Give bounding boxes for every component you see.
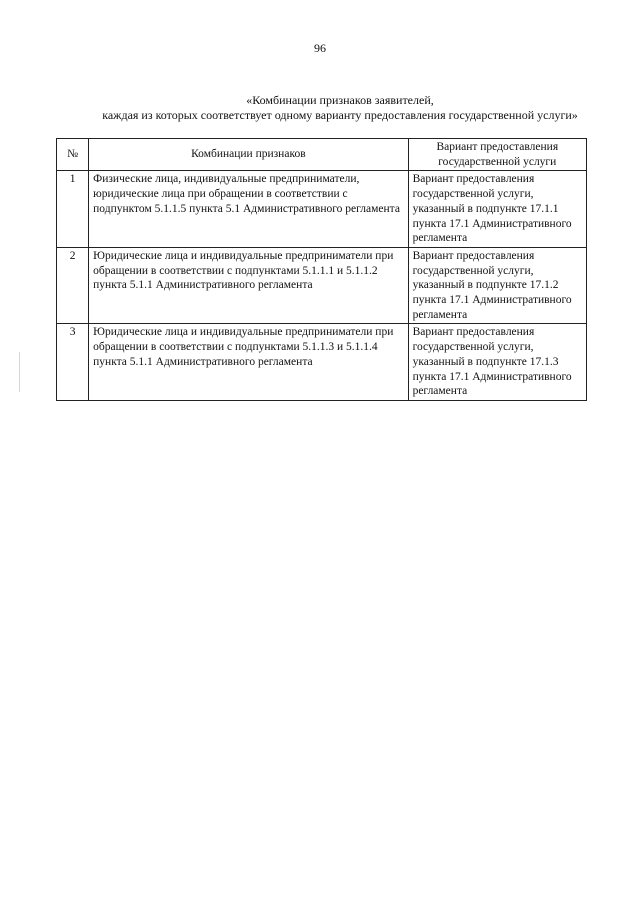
table-row [57,171,587,248]
row-combination: Юридические лица и индивидуальные предприниматели при обращении в соответствии с подпунктами 5.1.1.1 и 5.1.1.2 пункта 5.1.1 Административного регламента [89,247,408,324]
combinations-table [56,138,587,401]
table-row [57,247,587,324]
table-row [57,324,587,401]
row-variant: Вариант предоставления государственной услуги, указанный в подпункте 17.1.2 пункта 17.1 Административного регламента [408,247,586,324]
row-variant: Вариант предоставления государственной услуги, указанный в подпункте 17.1.3 пункта 17.1 Административного регламента [408,324,586,401]
header-combinations: Комбинации признаков [89,139,408,171]
row-combination: Юридические лица и индивидуальные предприниматели при обращении в соответствии с подпунктами 5.1.1.3 и 5.1.1.4 пункта 5.1.1 Административного регламента [89,324,408,401]
page-number: 96 [314,41,326,55]
heading-line-1: «Комбинации признаков заявителей, [246,93,434,107]
row-number: 3 [57,324,89,401]
scan-artifact-line [19,352,20,392]
header-variant: Вариант предоставления государственной услуги [408,139,586,171]
row-variant: Вариант предоставления государственной услуги, указанный в подпункте 17.1.1 пункта 17.1 Административного регламента [408,171,586,248]
table-heading [60,93,620,123]
table-header-row [57,139,587,171]
header-number: № [57,139,89,171]
row-number: 2 [57,247,89,324]
row-number: 1 [57,171,89,248]
row-combination: Физические лица, индивидуальные предприниматели, юридические лица при обращении в соответствии с подпунктом 5.1.1.5 пункта 5.1 Административного регламента [89,171,408,248]
heading-line-2: каждая из которых соответствует одному варианту предоставления государственной услуги» [102,108,578,122]
